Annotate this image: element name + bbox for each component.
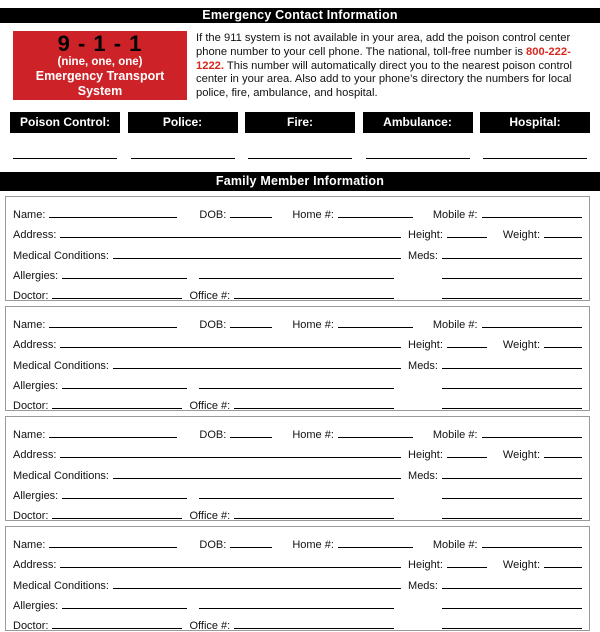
home-number-label: Home #: bbox=[292, 209, 334, 222]
medical-conditions-label: Medical Conditions: bbox=[13, 359, 109, 372]
address-field-line[interactable] bbox=[60, 347, 401, 348]
section-header-emergency bbox=[0, 8, 600, 23]
allergies-field-line[interactable] bbox=[62, 498, 187, 499]
hospital-cell bbox=[480, 158, 590, 159]
doctor-label: Doctor: bbox=[13, 289, 49, 302]
member-row-1 bbox=[13, 311, 582, 331]
allergies-label: Allergies: bbox=[13, 599, 59, 612]
address-field-line[interactable] bbox=[60, 457, 401, 458]
home-number-label: Home #: bbox=[292, 539, 334, 552]
mobile-number-label: Mobile #: bbox=[432, 429, 478, 442]
mobile-number-field-line[interactable] bbox=[482, 437, 582, 438]
medical-conditions-field-line[interactable] bbox=[113, 478, 401, 479]
address-label: Address: bbox=[13, 559, 57, 572]
emergency-transport-caption: Emergency Transport System bbox=[35, 69, 165, 98]
medical-conditions-field-line[interactable] bbox=[113, 368, 401, 369]
height-label: Height: bbox=[408, 229, 443, 242]
member-row-4 bbox=[13, 482, 582, 502]
weight-label: Weight: bbox=[502, 229, 540, 242]
police-cell bbox=[128, 158, 238, 159]
member-row-5 bbox=[13, 282, 582, 302]
member-row-5 bbox=[13, 502, 582, 522]
height-field-line[interactable] bbox=[447, 237, 487, 238]
intro-text-before: If the 911 system is not available in your area, add the poison control center phone number to your cell phone. The national, toll-free number is bbox=[196, 32, 571, 58]
meds-label: Meds: bbox=[408, 359, 438, 372]
name-field-line[interactable] bbox=[49, 217, 177, 218]
allergies-label: Allergies: bbox=[13, 379, 59, 392]
dob-field-line[interactable] bbox=[230, 217, 272, 218]
dob-label: DOB: bbox=[199, 209, 227, 222]
member-row-5 bbox=[13, 392, 582, 412]
doctor-field-line[interactable] bbox=[52, 298, 182, 299]
mobile-number-label: Mobile #: bbox=[432, 319, 478, 332]
meds-label: Meds: bbox=[408, 249, 438, 262]
member-row-2 bbox=[13, 551, 582, 571]
dob-label: DOB: bbox=[199, 539, 227, 552]
family-member-block bbox=[5, 196, 590, 301]
office-number-field-line[interactable] bbox=[234, 298, 394, 299]
address-field-line[interactable] bbox=[60, 567, 401, 568]
address-label: Address: bbox=[13, 339, 57, 352]
poison-control-phone-number: 800-222-1222. bbox=[196, 45, 571, 72]
home-number-label: Home #: bbox=[292, 319, 334, 332]
member-row-3 bbox=[13, 461, 582, 481]
member-row-2 bbox=[13, 221, 582, 241]
meds-continuation-line-2[interactable] bbox=[442, 518, 582, 519]
meds-continuation-line-1[interactable] bbox=[442, 278, 582, 279]
fire-field-line[interactable] bbox=[248, 158, 352, 159]
mobile-number-field-line[interactable] bbox=[482, 547, 582, 548]
medical-conditions-label: Medical Conditions: bbox=[13, 249, 109, 262]
name-label: Name: bbox=[13, 209, 46, 222]
meds-field-line[interactable] bbox=[442, 368, 582, 369]
police-label: Police: bbox=[128, 112, 238, 133]
doctor-field-line[interactable] bbox=[52, 628, 182, 629]
medical-conditions-field-line[interactable] bbox=[113, 588, 401, 589]
family-header-title: Family Member Information bbox=[215, 174, 385, 188]
allergies-field-line[interactable] bbox=[62, 278, 187, 279]
office-number-field-line[interactable] bbox=[234, 628, 394, 629]
address-label: Address: bbox=[13, 229, 57, 242]
family-member-block bbox=[5, 306, 590, 411]
name-field-line[interactable] bbox=[49, 327, 177, 328]
height-label: Height: bbox=[408, 559, 443, 572]
office-number-field-line[interactable] bbox=[234, 408, 394, 409]
hospital-label: Hospital: bbox=[480, 112, 590, 133]
dob-label: DOB: bbox=[199, 429, 227, 442]
height-label: Height: bbox=[408, 449, 443, 462]
family-member-block bbox=[5, 416, 590, 521]
office-number-label: Office #: bbox=[189, 289, 231, 302]
meds-field-line[interactable] bbox=[442, 258, 582, 259]
fire-cell bbox=[245, 158, 355, 159]
meds-label: Meds: bbox=[408, 469, 438, 482]
height-field-line[interactable] bbox=[447, 457, 487, 458]
office-number-label: Office #: bbox=[189, 619, 231, 632]
mobile-number-field-line[interactable] bbox=[482, 327, 582, 328]
medical-conditions-field-line[interactable] bbox=[113, 258, 401, 259]
doctor-label: Doctor: bbox=[13, 619, 49, 632]
weight-label: Weight: bbox=[502, 339, 540, 352]
name-label: Name: bbox=[13, 319, 46, 332]
member-row-4 bbox=[13, 372, 582, 392]
nine-one-one-number: 9 - 1 - 1 bbox=[57, 31, 143, 56]
home-number-label: Home #: bbox=[292, 429, 334, 442]
emergency-contacts-row bbox=[10, 112, 590, 133]
home-number-field-line[interactable] bbox=[338, 437, 413, 438]
medical-conditions-label: Medical Conditions: bbox=[13, 469, 109, 482]
meds-continuation-line-2[interactable] bbox=[442, 298, 582, 299]
member-row-3 bbox=[13, 351, 582, 371]
medical-conditions-label: Medical Conditions: bbox=[13, 579, 109, 592]
meds-continuation-line-2[interactable] bbox=[442, 628, 582, 629]
allergies-continuation-line[interactable] bbox=[199, 388, 394, 389]
allergies-label: Allergies: bbox=[13, 489, 59, 502]
member-row-4 bbox=[13, 262, 582, 282]
allergies-continuation-line[interactable] bbox=[199, 498, 394, 499]
hero-section bbox=[0, 31, 600, 100]
address-label: Address: bbox=[13, 449, 57, 462]
office-number-label: Office #: bbox=[189, 399, 231, 412]
ambulance-cell bbox=[363, 158, 473, 159]
nine-one-one-subtitle: (nine, one, one) bbox=[57, 56, 143, 68]
weight-field-line[interactable] bbox=[544, 347, 582, 348]
weight-field-line[interactable] bbox=[544, 567, 582, 568]
meds-label: Meds: bbox=[408, 579, 438, 592]
name-field-line[interactable] bbox=[49, 547, 177, 548]
allergies-continuation-line[interactable] bbox=[199, 608, 394, 609]
hospital-field-line[interactable] bbox=[483, 158, 587, 159]
address-field-line[interactable] bbox=[60, 237, 401, 238]
allergies-field-line[interactable] bbox=[62, 608, 187, 609]
home-number-field-line[interactable] bbox=[338, 217, 413, 218]
home-number-field-line[interactable] bbox=[338, 327, 413, 328]
fire-label: Fire: bbox=[245, 112, 355, 133]
ambulance-label: Ambulance: bbox=[363, 112, 473, 133]
member-row-4 bbox=[13, 592, 582, 612]
weight-field-line[interactable] bbox=[544, 457, 582, 458]
family-member-block bbox=[5, 526, 590, 631]
mobile-number-label: Mobile #: bbox=[432, 539, 478, 552]
dob-label: DOB: bbox=[199, 319, 227, 332]
ambulance-field-line[interactable] bbox=[366, 158, 470, 159]
weight-field-line[interactable] bbox=[544, 237, 582, 238]
dob-field-line[interactable] bbox=[230, 437, 272, 438]
police-field-line[interactable] bbox=[131, 158, 235, 159]
height-field-line[interactable] bbox=[447, 347, 487, 348]
poison-control-field-line[interactable] bbox=[13, 158, 117, 159]
meds-continuation-line-2[interactable] bbox=[442, 408, 582, 409]
allergies-label: Allergies: bbox=[13, 269, 59, 282]
intro-text-after: This number will automatically direct you to the nearest poison control center in your area. Also add to your phone’s directory the numbers for local police, fire, ambulance, and hospital. bbox=[196, 59, 573, 100]
meds-field-line[interactable] bbox=[442, 478, 582, 479]
member-row-2 bbox=[13, 331, 582, 351]
name-label: Name: bbox=[13, 429, 46, 442]
member-row-1 bbox=[13, 421, 582, 441]
dob-field-line[interactable] bbox=[230, 547, 272, 548]
emergency-header-title: Emergency Contact Information bbox=[202, 8, 398, 22]
member-row-5 bbox=[13, 612, 582, 632]
member-row-1 bbox=[13, 531, 582, 551]
meds-continuation-line-1[interactable] bbox=[442, 498, 582, 499]
member-row-3 bbox=[13, 571, 582, 591]
section-header-family bbox=[0, 172, 600, 191]
height-label: Height: bbox=[408, 339, 443, 352]
doctor-label: Doctor: bbox=[13, 509, 49, 522]
emergency-form-page bbox=[0, 8, 600, 631]
weight-label: Weight: bbox=[502, 449, 540, 462]
doctor-field-line[interactable] bbox=[52, 518, 182, 519]
allergies-continuation-line[interactable] bbox=[199, 278, 394, 279]
meds-continuation-line-1[interactable] bbox=[442, 388, 582, 389]
name-field-line[interactable] bbox=[49, 437, 177, 438]
height-field-line[interactable] bbox=[447, 567, 487, 568]
meds-field-line[interactable] bbox=[442, 588, 582, 589]
mobile-number-field-line[interactable] bbox=[482, 217, 582, 218]
member-row-3 bbox=[13, 241, 582, 261]
doctor-label: Doctor: bbox=[13, 399, 49, 412]
doctor-field-line[interactable] bbox=[52, 408, 182, 409]
mobile-number-label: Mobile #: bbox=[432, 209, 478, 222]
family-member-blocks bbox=[0, 196, 600, 631]
poison-control-paragraph bbox=[196, 32, 584, 101]
office-number-label: Office #: bbox=[189, 509, 231, 522]
weight-label: Weight: bbox=[502, 559, 540, 572]
allergies-field-line[interactable] bbox=[62, 388, 187, 389]
emergency-contacts-write-in-row bbox=[10, 158, 590, 159]
poison-control-label: Poison Control: bbox=[10, 112, 120, 133]
member-row-1 bbox=[13, 201, 582, 221]
nine-one-one-box bbox=[13, 31, 187, 100]
poison-control-cell bbox=[10, 158, 120, 159]
home-number-field-line[interactable] bbox=[338, 547, 413, 548]
member-row-2 bbox=[13, 441, 582, 461]
office-number-field-line[interactable] bbox=[234, 518, 394, 519]
name-label: Name: bbox=[13, 539, 46, 552]
dob-field-line[interactable] bbox=[230, 327, 272, 328]
meds-continuation-line-1[interactable] bbox=[442, 608, 582, 609]
